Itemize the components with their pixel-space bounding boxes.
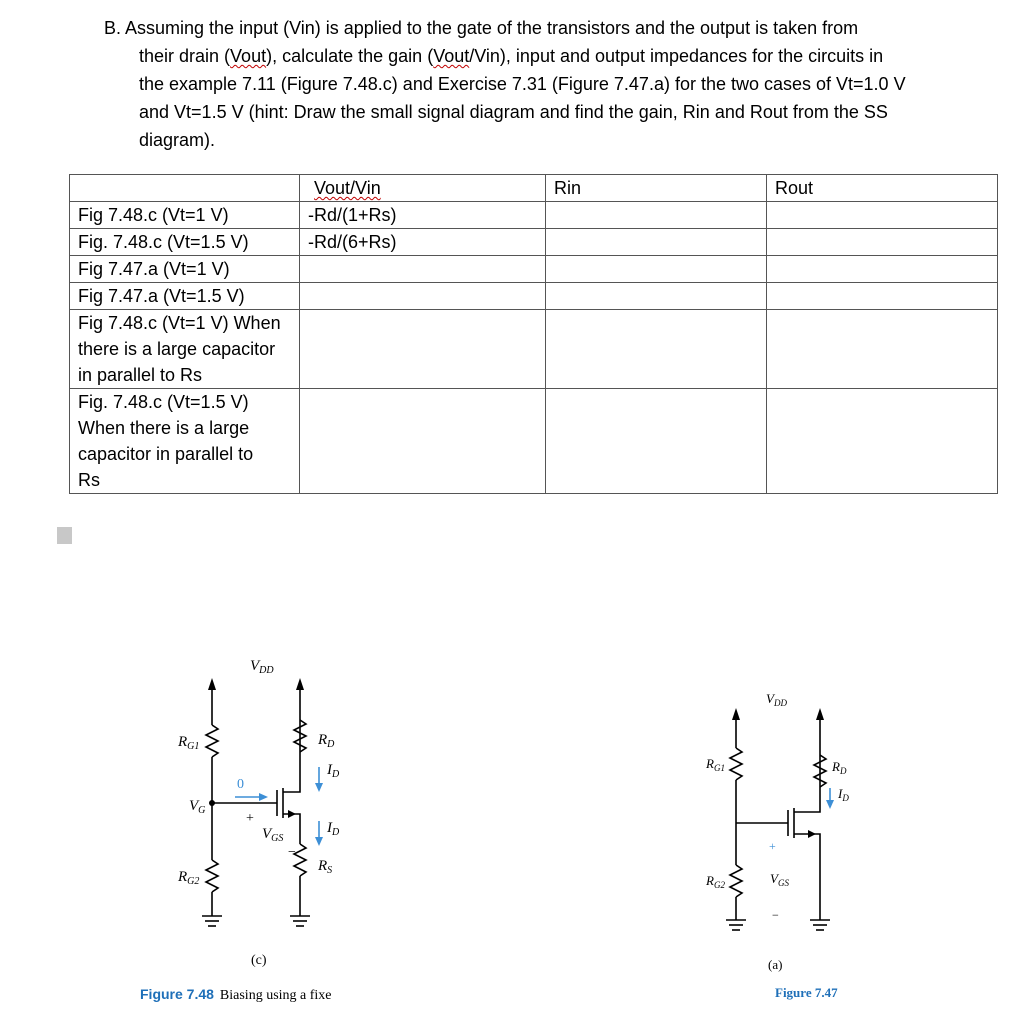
svg-text:ID — [326, 820, 340, 838]
vg-sub: G — [198, 805, 206, 816]
plus-label: + — [246, 811, 254, 826]
id1-sub: D — [332, 769, 340, 780]
row-label-line: capacitor in parallel to — [78, 444, 254, 464]
rout-cell[interactable] — [767, 283, 998, 310]
table-row — [70, 229, 998, 256]
zero-label: 0 — [237, 777, 244, 792]
header-cell-gain[interactable] — [300, 175, 546, 202]
question-text — [104, 14, 984, 154]
figure-747-sublabel: (a) — [768, 957, 783, 972]
spellcheck-word: Vout — [230, 46, 267, 66]
rd-sub: D — [327, 739, 335, 750]
question-line-2 — [104, 42, 984, 70]
svg-text:ID — [837, 786, 849, 803]
id2-label: I — [327, 820, 332, 836]
header-cell-label[interactable] — [70, 175, 300, 202]
row-label-cell[interactable]: Fig 7.47.a (Vt=1 V) — [70, 256, 300, 283]
rin-cell[interactable] — [546, 256, 767, 283]
figure-747-circuit — [620, 670, 1010, 1024]
question-line-1: B. Assuming the input (Vin) is applied to the gate of the transistors and the output is taken from — [104, 18, 859, 38]
rin-cell[interactable] — [546, 310, 767, 389]
figure-747-caption-label: Figure 7.47 — [775, 985, 838, 1000]
vdd-label: V — [250, 658, 260, 674]
table-row — [70, 283, 998, 310]
table-row — [70, 310, 998, 389]
id-sub: D — [842, 793, 849, 803]
figure-748-caption-text: Biasing using a fixe — [219, 988, 332, 1003]
vdd-sub: DD — [259, 665, 274, 676]
id2-sub: D — [332, 827, 340, 838]
minus-label: − — [288, 845, 296, 860]
vdd-label: V — [766, 691, 774, 706]
rout-cell[interactable] — [767, 229, 998, 256]
svg-text:VGS — [770, 871, 789, 888]
gain-cell[interactable]: -Rd/(6+Rs) — [300, 229, 546, 256]
row-label-cell[interactable]: Fig 7.47.a (Vt=1.5 V) — [70, 283, 300, 310]
vgs-label: V — [770, 871, 778, 886]
rg1-sub: G1 — [713, 763, 725, 773]
vdd-sub: DD — [773, 698, 787, 708]
rg2-label: R — [706, 873, 714, 888]
rout-cell[interactable] — [767, 389, 998, 494]
id-label: I — [838, 786, 843, 801]
row-label-cell[interactable]: Fig. 7.48.c (Vt=1.5 V) — [70, 229, 300, 256]
svg-text:RS — [317, 858, 332, 876]
svg-text:VDD — [250, 658, 274, 676]
spellcheck-word: Vout — [433, 46, 470, 66]
figure-748 — [0, 640, 520, 1024]
rg1-sub: G1 — [187, 741, 200, 752]
gain-cell[interactable]: -Rd/(1+Rs) — [300, 202, 546, 229]
question-line-5: diagram). — [139, 130, 216, 150]
rg2-sub: G2 — [187, 876, 200, 887]
row-label-line: Fig 7.48.c (Vt=1 V) When — [78, 313, 281, 333]
rout-cell[interactable] — [767, 310, 998, 389]
rin-cell[interactable] — [546, 202, 767, 229]
table-row — [70, 389, 998, 494]
header-gain-text: Vout/Vin — [314, 178, 381, 198]
gain-cell[interactable] — [300, 256, 546, 283]
vgs-label: V — [262, 826, 272, 842]
rg2-label: R — [178, 869, 188, 885]
svg-text:RG2 — [177, 869, 199, 887]
question-line-4: and Vt=1.5 V (hint: Draw the small signal diagram and find the gain, Rin and Rout from the SS — [139, 102, 888, 122]
figure-748-sublabel: (c) — [251, 953, 267, 968]
rs-sub: S — [327, 865, 333, 876]
figure-748-circuit — [0, 640, 520, 1024]
row-label-line: in parallel to Rs — [78, 365, 203, 385]
rout-cell[interactable] — [767, 202, 998, 229]
question-line-2-part: /Vin), input and output impedances for the circuits in — [469, 46, 884, 66]
vgs-sub: GS — [777, 878, 789, 888]
table-header-row — [70, 175, 998, 202]
svg-text:VG — [189, 798, 205, 816]
svg-text:ID — [326, 762, 340, 780]
row-label-line: Rs — [78, 470, 100, 490]
row-label-line: When there is a large — [78, 418, 250, 438]
svg-text:VDD — [766, 691, 787, 708]
row-label-cell[interactable] — [70, 310, 300, 389]
row-label-cell[interactable] — [70, 389, 300, 494]
svg-text:RD — [317, 732, 335, 750]
cursor-marker — [57, 527, 72, 544]
table-row — [70, 202, 998, 229]
row-label-line: Fig. 7.48.c (Vt=1.5 V) — [78, 392, 249, 412]
rout-cell[interactable] — [767, 256, 998, 283]
row-label-line: there is a large capacitor — [78, 339, 276, 359]
table-row — [70, 256, 998, 283]
figure-748-caption-label: Figure 7.48 — [140, 986, 214, 1002]
svg-text:RG1 — [177, 734, 199, 752]
rin-cell[interactable] — [546, 389, 767, 494]
minus-label: − — [772, 908, 779, 922]
results-table — [69, 174, 998, 494]
id1-label: I — [327, 762, 332, 778]
header-cell-rout[interactable]: Rout — [767, 175, 998, 202]
vg-label: V — [189, 798, 199, 814]
vgs-sub: GS — [271, 833, 284, 844]
question-line-3: the example 7.11 (Figure 7.48.c) and Exercise 7.31 (Figure 7.47.a) for the two cases of Vt=1.0 V — [139, 74, 906, 94]
plus-label: + — [769, 839, 776, 853]
row-label-cell[interactable]: Fig 7.48.c (Vt=1 V) — [70, 202, 300, 229]
rg1-label: R — [706, 756, 714, 771]
rg2-sub: G2 — [713, 880, 725, 890]
gain-cell[interactable] — [300, 310, 546, 389]
question-line-2-part: their drain ( — [139, 46, 231, 66]
rd-sub: D — [839, 766, 847, 776]
figure-747 — [620, 670, 1010, 1024]
gain-cell[interactable] — [300, 283, 546, 310]
rg1-label: R — [178, 734, 188, 750]
svg-text:RG2 — [705, 873, 725, 890]
question-line-2-part: ), calculate the gain ( — [266, 46, 434, 66]
rd-label: R — [832, 759, 840, 774]
svg-text:Figure 7.48Biasing using a fix — [140, 986, 332, 1003]
svg-text:RD — [831, 759, 847, 776]
rd-label: R — [318, 732, 328, 748]
svg-text:VGS — [262, 826, 283, 844]
gain-cell[interactable] — [300, 389, 546, 494]
rin-cell[interactable] — [546, 229, 767, 256]
header-cell-rin[interactable]: Rin — [546, 175, 767, 202]
svg-text:RG1 — [705, 756, 725, 773]
rs-label: R — [318, 858, 328, 874]
rin-cell[interactable] — [546, 283, 767, 310]
